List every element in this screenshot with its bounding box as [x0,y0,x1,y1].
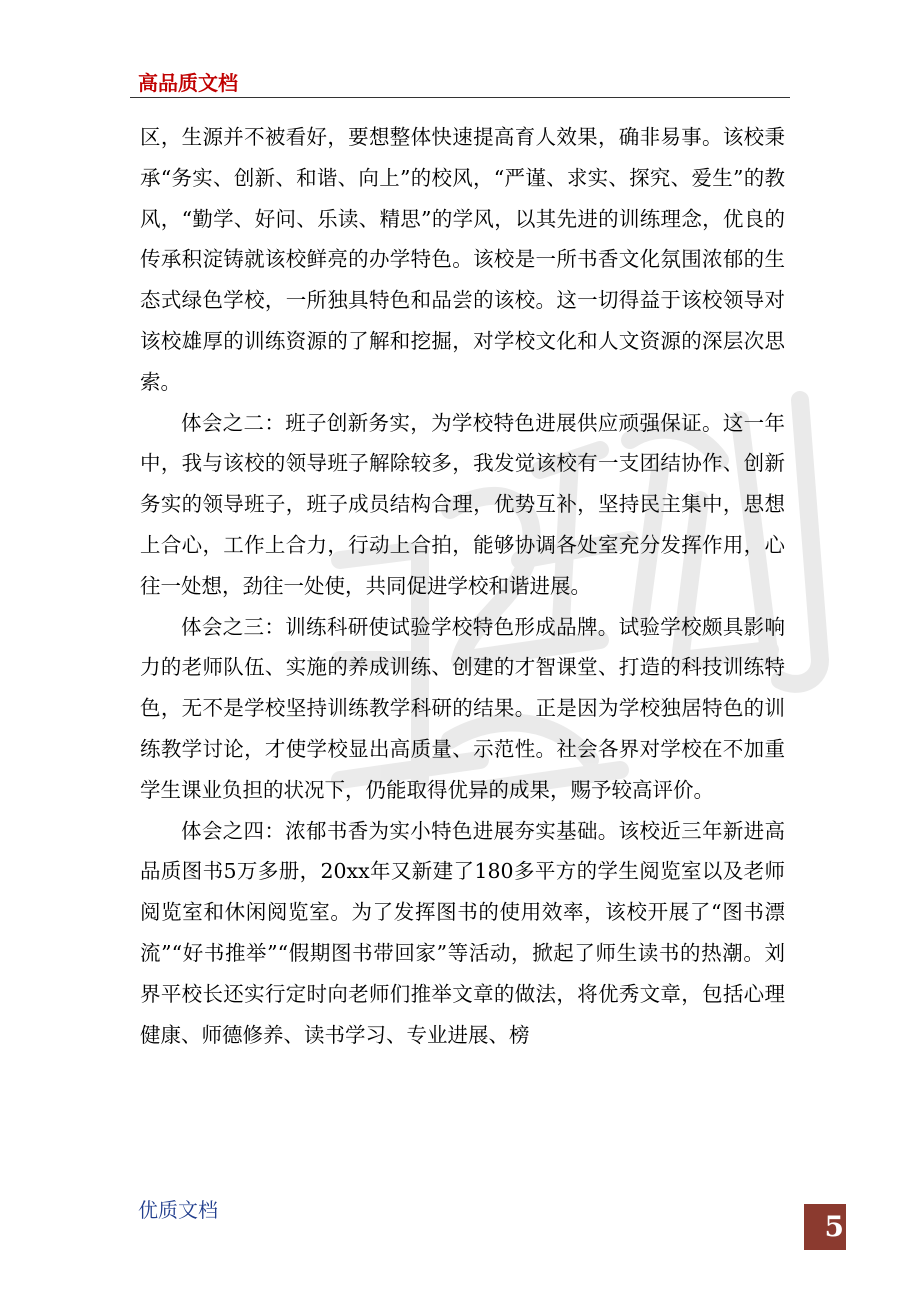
header-title: 高品质文档 [138,71,238,95]
paragraph: 体会之二：班子创新务实，为学校特色进展供应顽强保证。这一年中，我与该校的领导班子解除较多，我发觉该校有一支团结协作、创新务实的领导班子，班子成员结构合理，优势互补，坚持民主集中，思想上合心，工作上合力，行动上合拍，能够协调各处室充分发挥作用，心往一处想，劲往一处使，共同促进学校和谐进展。 [140,410,785,598]
footer-title: 优质文档 [138,1198,218,1222]
paragraph: 体会之三：训练科研使试验学校特色形成品牌。试验学校颇具影响力的老师队伍、实施的养成训练、创建的才智课堂、打造的科技训练特色，无不是学校坚持训练教学科研的结果。正是因为学校独居特色的训练教学讨论，才使学校显出高质量、示范性。社会各界对学校在不加重学生课业负担的状况下，仍能取得优异的成果，赐予较高评价。 [140,614,785,802]
header-divider [130,97,790,98]
page-number: 5 [804,1204,846,1250]
document-body [140,117,785,1055]
paragraph: 体会之四：浓郁书香为实小特色进展夯实基础。该校近三年新进高品质图书5万多册，20xx年又新建了180多平方的学生阅览室以及老师阅览室和休闲阅览室。为了发挥图书的使用效率，该校开展了“图书漂流”“好书推举”“假期图书带回家”等活动，掀起了师生读书的热潮。刘界平校长还实行定时向老师们推举文章的做法，将优秀文章，包括心理健康、师德修养、读书学习、专业进展、榜 [140,818,785,1047]
paragraph: 区，生源并不被看好，要想整体快速提高育人效果，确非易事。该校秉承“务实、创新、和谐、向上”的校风，“严谨、求实、探究、爱生”的教风，“勤学、好问、乐读、精思”的学风，以其先进的训练理念，优良的传承积淀铸就该校鲜亮的办学特色。该校是一所书香文化氛围浓郁的生态式绿色学校，一所独具特色和品尝的该校。这一切得益于该校领导对该校雄厚的训练资源的了解和挖掘，对学校文化和人文资源的深层次思索。 [140,125,785,394]
